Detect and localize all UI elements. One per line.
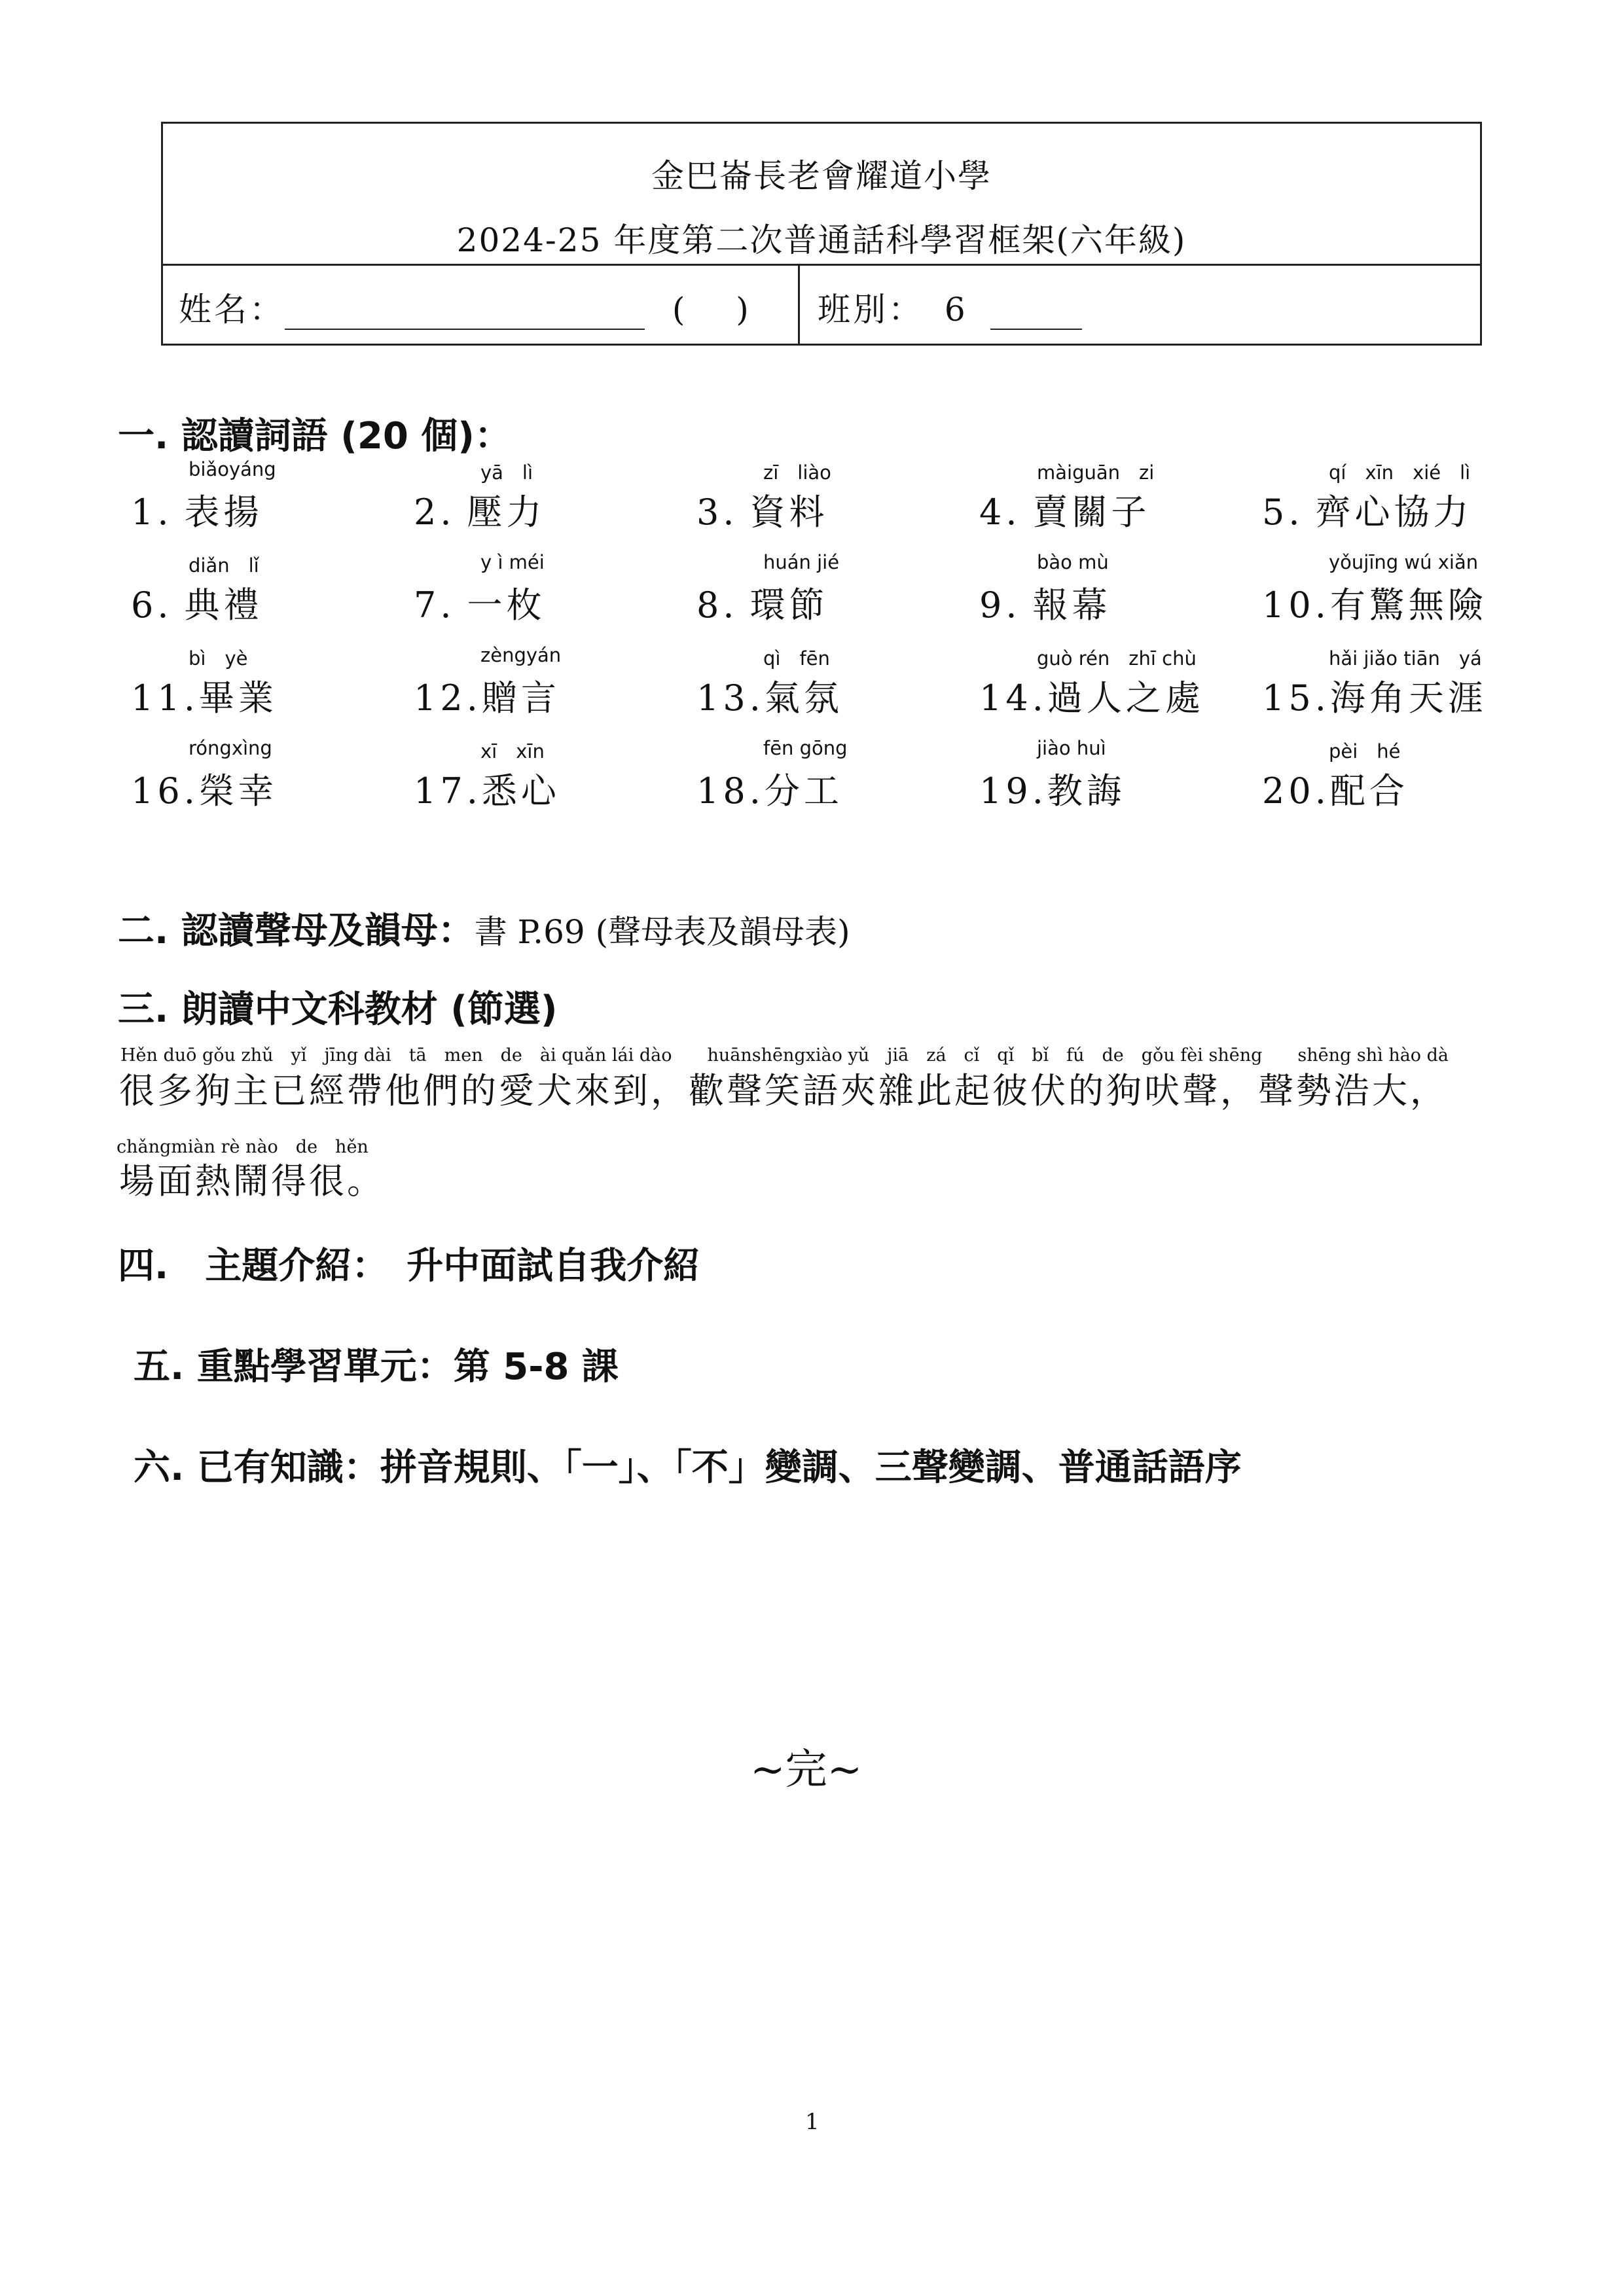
section-1-title: 一. 認讀詞語 (20 個)：: [118, 415, 511, 457]
vocab-number: 1.: [131, 492, 173, 533]
vocab-number: 16.: [131, 770, 199, 812]
vocab-number: 15.: [1262, 677, 1330, 719]
vocab-pinyin: yā lì: [480, 461, 533, 484]
vocab-word: [696, 577, 829, 628]
vocab-item: [1262, 458, 1543, 550]
vocab-pinyin: guò rén zhī chù: [1037, 647, 1197, 670]
vocab-item: [979, 737, 1261, 829]
vocab-item: [131, 458, 412, 550]
vocab-pinyin: hǎi jiǎo tiān yá: [1329, 647, 1482, 670]
vocab-word: [696, 484, 829, 535]
vocab-item: [1262, 644, 1543, 736]
vocab-pinyin: bì yè: [189, 647, 248, 670]
vocab-pinyin: y ì méi: [480, 551, 545, 573]
section-2-detail: 書 P.69 (聲母表及韻母表): [474, 913, 850, 951]
class-number-brackets[interactable]: ( ): [672, 291, 751, 329]
vocab-term: 有驚無險: [1329, 584, 1487, 626]
passage-line2-text: 場面熱鬧得很。: [119, 1160, 385, 1202]
vocab-term: 配合: [1329, 770, 1409, 812]
vocab-number: 6.: [131, 584, 173, 626]
document-subtitle: 2024-25 年度第二次普通話科學習框架(六年級): [456, 221, 1187, 259]
vocab-word: [696, 670, 843, 721]
vocab-term: 榮幸: [198, 770, 278, 812]
vocab-pinyin: qì fēn: [763, 647, 830, 670]
vocab-pinyin: fēn gōng: [763, 737, 848, 759]
name-label: 姓名：: [179, 291, 285, 329]
vocab-term: 過人之處: [1047, 677, 1204, 719]
vocab-item: [131, 551, 412, 643]
vocab-item: [979, 644, 1261, 736]
section-2-title: [118, 902, 850, 954]
vocab-term: 分工: [764, 770, 843, 812]
vocab-term: 海角天涯: [1329, 677, 1487, 719]
vocab-number: 11.: [131, 677, 199, 719]
vocab-pinyin: zī liào: [763, 461, 831, 484]
vocab-word: [131, 577, 263, 628]
class-field[interactable]: [818, 283, 1082, 331]
vocab-number: 12.: [414, 677, 482, 719]
section-2-heading: 二. 認讀聲母及韻母：: [118, 910, 475, 952]
vocab-term: 贈言: [481, 677, 560, 719]
vocab-term: 氣氛: [764, 677, 843, 719]
vocab-pinyin: pèi hé: [1329, 740, 1401, 762]
section-4-title: 四. 主題介紹： 升中面試自我介紹: [118, 1245, 700, 1287]
vocab-pinyin: diǎn lǐ: [189, 554, 259, 577]
vocab-word: [131, 484, 263, 535]
vocab-number: 20.: [1262, 770, 1330, 812]
vocab-word: [979, 670, 1204, 721]
vocab-word: [414, 484, 546, 535]
vocab-term: 表揚: [184, 492, 263, 533]
vocab-number: 7.: [414, 584, 456, 626]
header-table: [161, 122, 1482, 346]
vocab-word: [979, 577, 1111, 628]
vocab-term: 教誨: [1047, 770, 1126, 812]
vocab-item: [131, 644, 412, 736]
vocab-item: [979, 551, 1261, 643]
vocab-word: [979, 484, 1151, 535]
vocab-word: [414, 763, 560, 814]
passage-line2-pinyin: chǎngmiàn rè nào de hěn: [117, 1137, 369, 1157]
vocab-item: [414, 458, 695, 550]
page-number: 1: [805, 2109, 820, 2135]
vocab-term: 典禮: [184, 584, 263, 626]
vocab-item: [131, 737, 412, 829]
section-5-title: 五. 重點學習單元：第 5-8 課: [134, 1346, 619, 1388]
vocab-word: [1262, 763, 1409, 814]
vocab-pinyin: bào mù: [1037, 551, 1109, 573]
passage-line1-text: 很多狗主已經帶他們的愛犬來到，歡聲笑語夾雜此起彼伏的狗吠聲，聲勢浩大，: [119, 1070, 1448, 1111]
vocab-number: 13.: [696, 677, 765, 719]
vocab-number: 8.: [696, 584, 738, 626]
vocab-pinyin: yǒujīng wú xiǎn: [1329, 551, 1479, 573]
vocab-number: 10.: [1262, 584, 1330, 626]
vocab-word: [414, 577, 546, 628]
vocab-item: [696, 644, 978, 736]
vocab-term: 一枚: [467, 584, 546, 626]
section-3-title: 三. 朗讀中文科教材 (節選): [118, 988, 558, 1031]
vocab-item: [1262, 551, 1543, 643]
vocab-item: [979, 458, 1261, 550]
vocab-number: 17.: [414, 770, 482, 812]
vocab-number: 18.: [696, 770, 765, 812]
vocab-term: 壓力: [467, 492, 546, 533]
table-divider-vertical: [798, 264, 800, 344]
vocab-word: [696, 763, 843, 814]
vocab-term: 齊心協力: [1315, 492, 1473, 533]
vocab-item: [1262, 737, 1543, 829]
vocab-number: 5.: [1262, 492, 1304, 533]
vocab-item: [414, 737, 695, 829]
table-divider-horizontal: [163, 264, 1480, 266]
vocab-term: 報幕: [1032, 584, 1111, 626]
vocab-item: [414, 644, 695, 736]
vocab-item: [696, 737, 978, 829]
vocab-pinyin: jiào huì: [1037, 737, 1106, 759]
vocab-pinyin: biǎoyáng: [189, 458, 276, 480]
vocab-pinyin: màiguān zi: [1037, 461, 1155, 484]
vocab-number: 2.: [414, 492, 456, 533]
vocab-word: [1262, 577, 1487, 628]
passage-line1-pinyin: Hěn duō gǒu zhǔ yǐ jīng dài tā men de ài quǎn lái dào huānshēngxiào yǔ jiā zá cǐ qǐ bǐ fú de gǒu fèi shēng shēng shì hào dà: [120, 1045, 1449, 1066]
vocab-number: 3.: [696, 492, 738, 533]
vocab-number: 19.: [979, 770, 1047, 812]
class-label: 班別：: [818, 291, 924, 329]
vocab-pinyin: qí xīn xié lì: [1329, 461, 1471, 484]
vocab-term: 畢業: [198, 677, 278, 719]
vocab-pinyin: huán jié: [763, 551, 840, 573]
vocab-word: [131, 670, 278, 721]
class-value: 6: [944, 291, 968, 329]
vocab-pinyin: xī xīn: [480, 740, 545, 762]
vocab-word: [414, 670, 560, 721]
vocab-term: 資料: [749, 492, 829, 533]
school-name: 金巴崙長老會耀道小學: [651, 157, 992, 195]
vocab-pinyin: zèngyán: [480, 644, 562, 666]
vocab-number: 9.: [979, 584, 1021, 626]
vocab-number: 4.: [979, 492, 1021, 533]
vocab-word: [1262, 670, 1487, 721]
vocab-word: [131, 763, 278, 814]
class-blank[interactable]: [990, 291, 1082, 330]
vocab-item: [696, 551, 978, 643]
vocab-number: 14.: [979, 677, 1047, 719]
end-mark: ~完~: [750, 1746, 863, 1794]
vocab-word: [1262, 484, 1473, 535]
vocab-item: [414, 551, 695, 643]
name-field[interactable]: [179, 283, 751, 331]
vocab-term: 賣關子: [1032, 492, 1151, 533]
vocab-term: 環節: [749, 584, 829, 626]
vocab-word: [979, 763, 1126, 814]
vocab-pinyin: róngxìng: [189, 737, 272, 759]
section-6-title: 六. 已有知識：拼音規則、「一」、「不」變調、三聲變調、普通話語序: [134, 1446, 1242, 1489]
vocab-term: 悉心: [481, 770, 560, 812]
vocab-item: [696, 458, 978, 550]
name-blank[interactable]: [285, 291, 645, 330]
